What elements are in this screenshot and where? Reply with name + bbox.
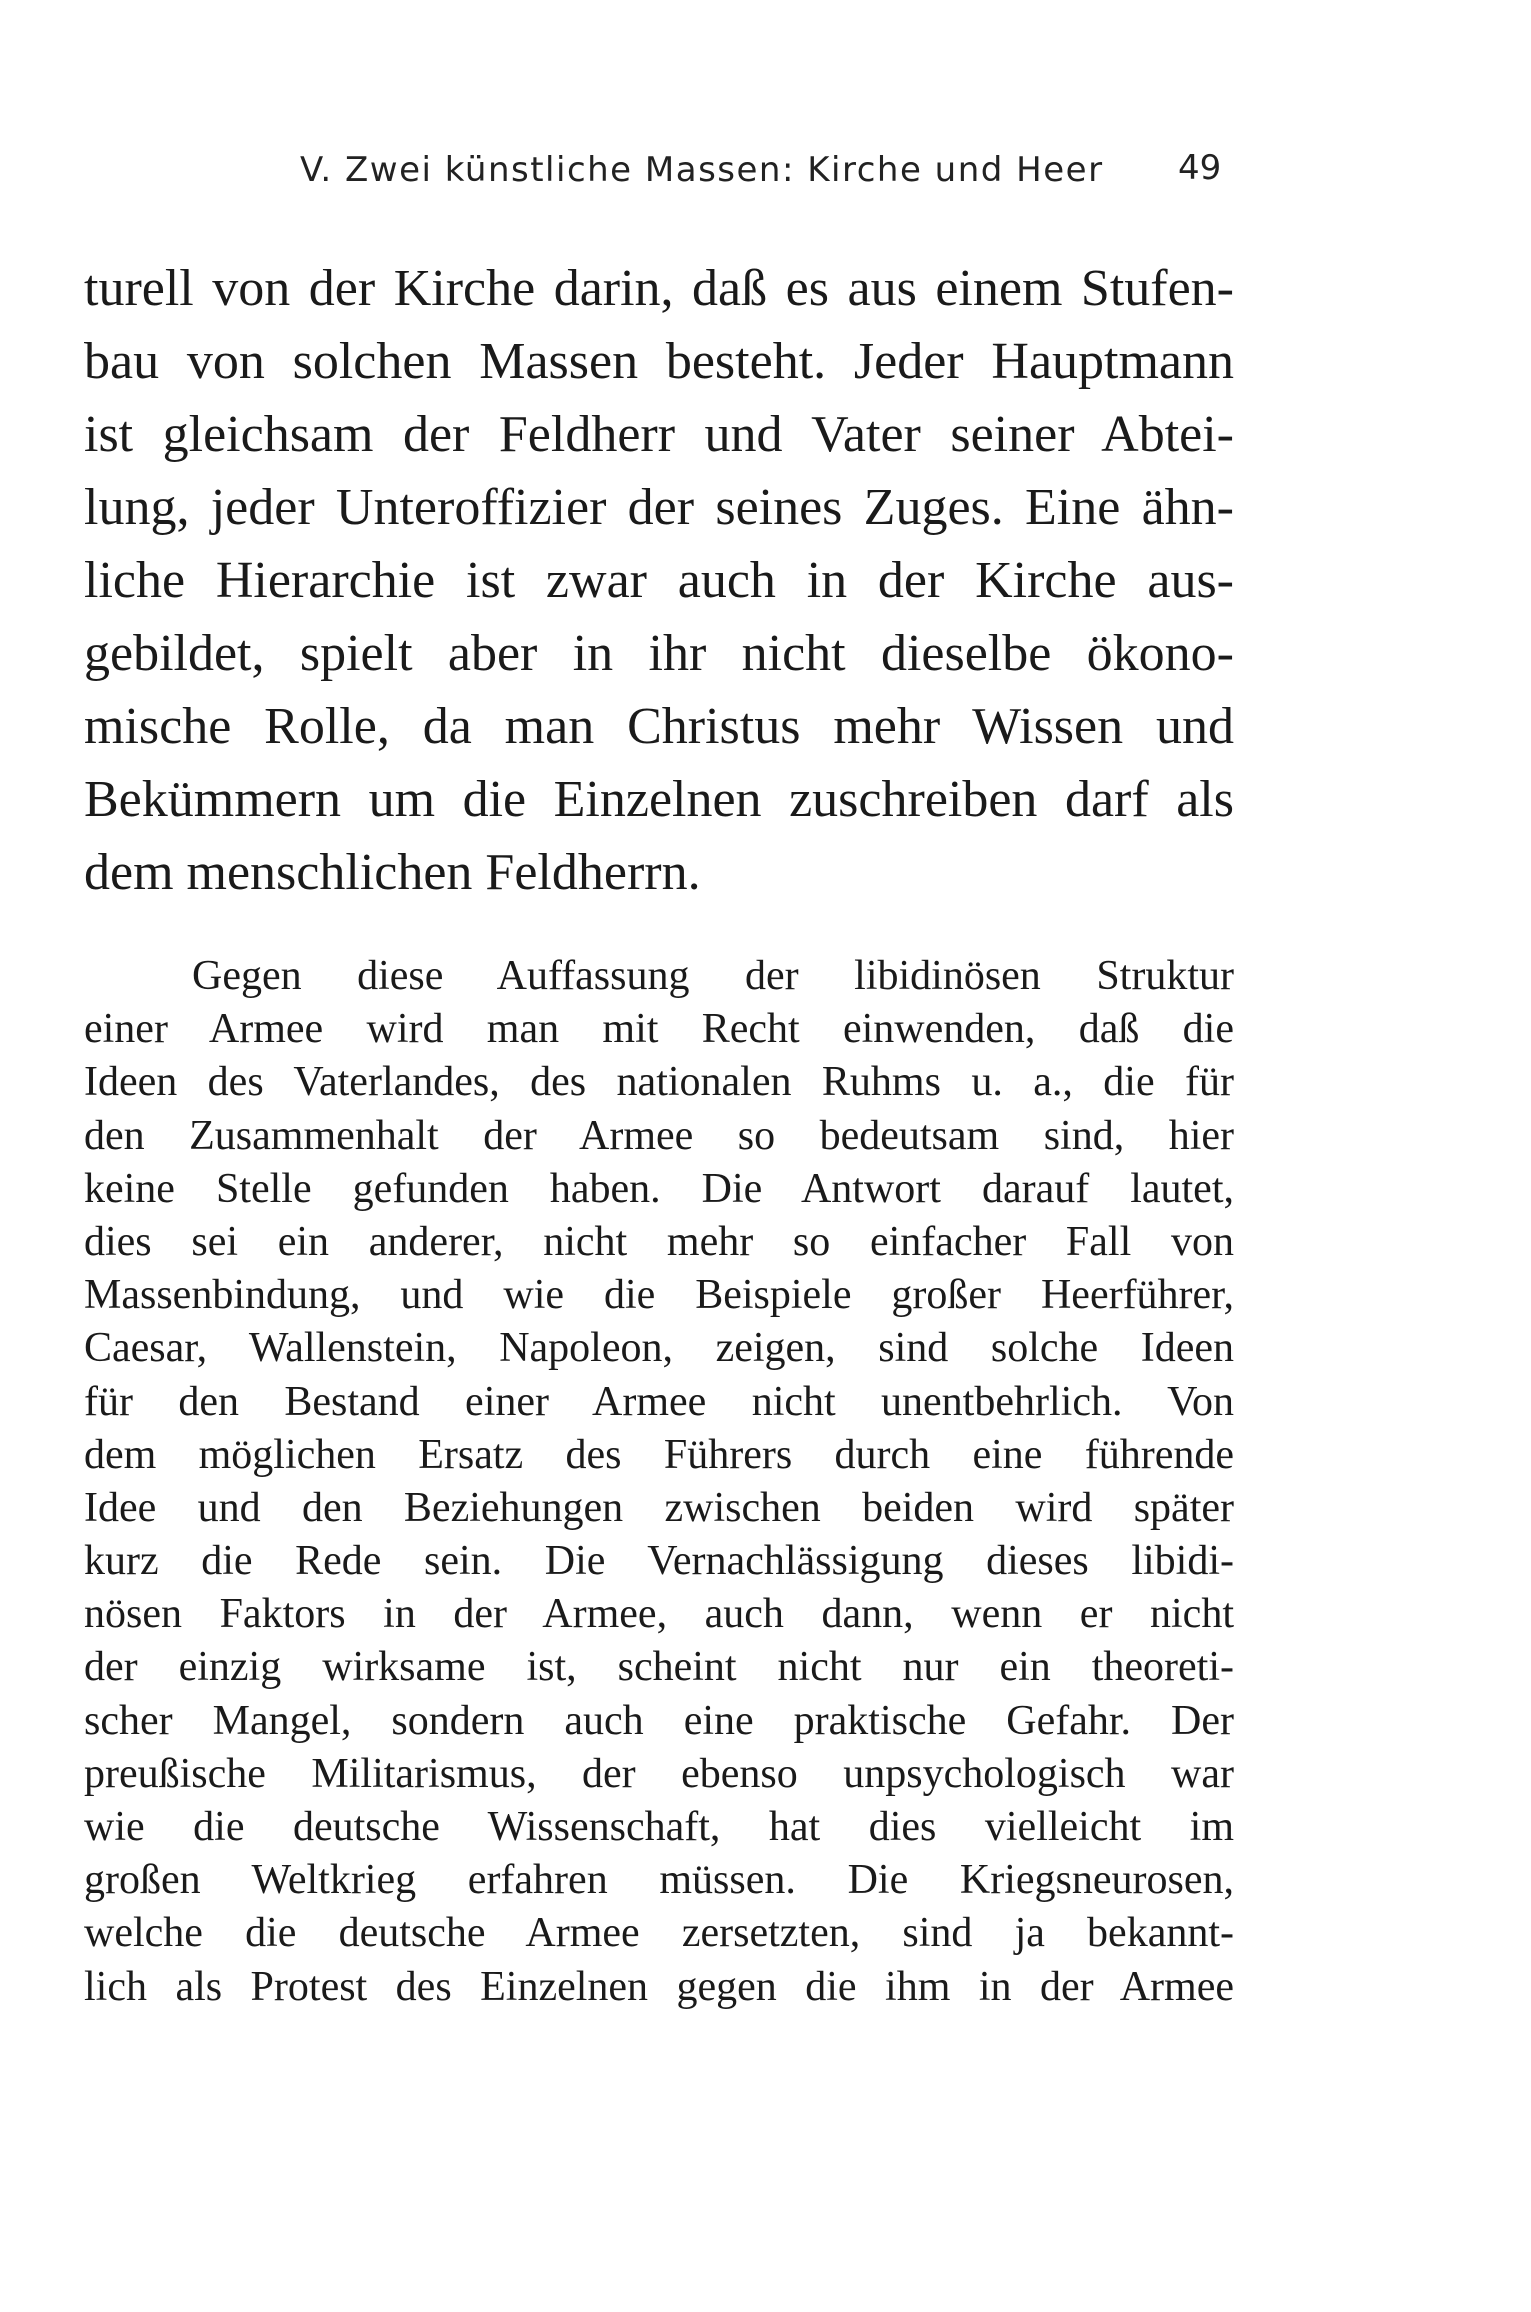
text-line: dem menschlichen Feldherrn. <box>84 844 701 901</box>
paragraph-small-print <box>84 950 1234 2014</box>
text-line: Massenbindung, und wie die Beispiele großer Heerführer, <box>84 1272 1234 1319</box>
text-line: Ideen des Vaterlandes, des nationalen Ruhms u. a., die für <box>84 1059 1234 1106</box>
text-line: der einzig wirksame ist, scheint nicht nur ein theoreti- <box>84 1644 1234 1691</box>
text-line: ist gleichsam der Feldherr und Vater seiner Abtei- <box>84 406 1234 463</box>
paragraph-continued <box>84 252 1234 909</box>
text-line: nösen Faktors in der Armee, auch dann, wenn er nicht <box>84 1591 1234 1638</box>
text-line: welche die deutsche Armee zersetzten, sind ja bekannt- <box>84 1910 1234 1957</box>
text-line: großen Weltkrieg erfahren müssen. Die Kriegsneurosen, <box>84 1857 1234 1904</box>
text-line: Idee und den Beziehungen zwischen beiden wird später <box>84 1484 1234 1531</box>
text-line: Caesar, Wallenstein, Napoleon, zeigen, sind solche Ideen <box>84 1325 1234 1372</box>
text-line: Bekümmern um die Einzelnen zuschreiben darf als <box>84 771 1234 828</box>
text-line: Gegen diese Auffassung der libidinösen Struktur <box>192 953 1234 999</box>
text-line: preußische Militarismus, der ebenso unpsychologisch war <box>84 1750 1234 1797</box>
text-line: liche Hierarchie ist zwar auch in der Kirche aus- <box>84 552 1234 609</box>
text-line: kurz die Rede sein. Die Vernachlässigung dieses libidi- <box>84 1538 1234 1585</box>
text-line: mische Rolle, da man Christus mehr Wissen und <box>84 698 1234 755</box>
text-line: bau von solchen Massen besteht. Jeder Hauptmann <box>84 333 1234 390</box>
text-line: scher Mangel, sondern auch eine praktische Gefahr. Der <box>84 1697 1234 1744</box>
text-line: wie die deutsche Wissenschaft, hat dies vielleicht im <box>84 1804 1234 1850</box>
text-line: für den Bestand einer Armee nicht unentbehrlich. Von <box>84 1378 1234 1425</box>
text-line: den Zusammenhalt der Armee so bedeutsam sind, hier <box>84 1112 1234 1159</box>
running-head: V. Zwei künstliche Massen: Kirche und Heer <box>300 150 1104 190</box>
text-line: dies sei ein anderer, nicht mehr so einfacher Fall von <box>84 1218 1234 1265</box>
text-line: gebildet, spielt aber in ihr nicht dieselbe ökono- <box>84 625 1234 682</box>
text-line: dem möglichen Ersatz des Führers durch eine führende <box>84 1431 1234 1478</box>
text-line: keine Stelle gefunden haben. Die Antwort darauf lautet, <box>84 1165 1234 1212</box>
text-line: turell von der Kirche darin, daß es aus einem Stufen- <box>84 260 1234 317</box>
text-line: einer Armee wird man mit Recht einwenden, daß die <box>84 1006 1234 1053</box>
text-line: lich als Protest des Einzelnen gegen die ihm in der Armee <box>84 1963 1234 2010</box>
text-line: lung, jeder Unteroffizier der seines Zuges. Eine ähn- <box>84 479 1234 536</box>
page-number: 49 <box>1178 148 1222 188</box>
